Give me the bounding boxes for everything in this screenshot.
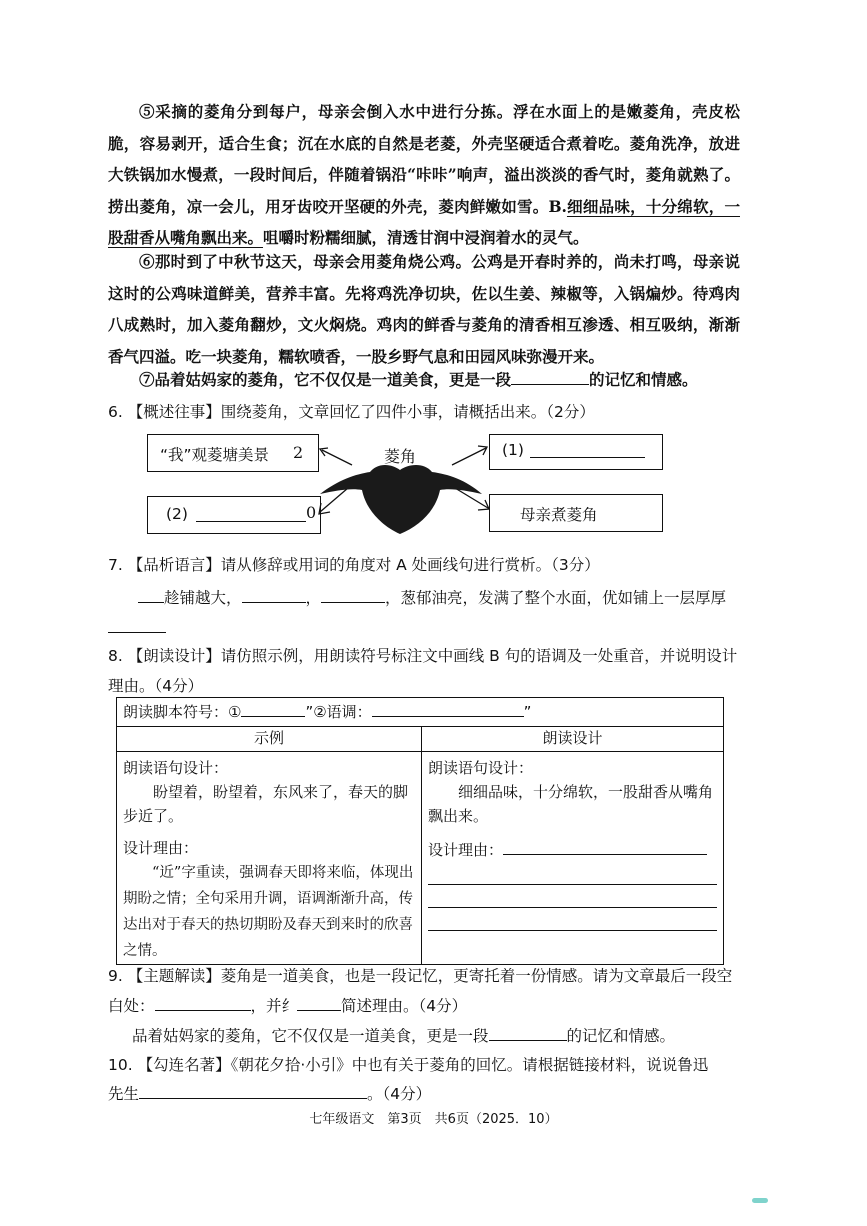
q7-text-1: 趁铺越大， bbox=[164, 589, 242, 607]
q7-blank-1[interactable] bbox=[138, 586, 164, 603]
q7-text-3: ，葱郁油亮，发满了整个水面，优如铺上一层厚厚 bbox=[385, 589, 727, 607]
script-blank-2[interactable] bbox=[372, 700, 524, 717]
q9-text-b: ，并纟 bbox=[250, 997, 298, 1015]
design-label: 朗读语句设计： bbox=[428, 759, 534, 777]
q9-quote-blank[interactable] bbox=[489, 1024, 567, 1041]
event-box-3-blank[interactable] bbox=[196, 505, 306, 522]
example-reason: “近”字重读，强调春天即将来临，体现出期盼之情；全句采用升调，语调渐渐升高，传达出对于春天的热切期盼及春天到来时的欣喜之情。 bbox=[123, 865, 414, 959]
table-row-script bbox=[117, 698, 724, 727]
event-box-2 bbox=[489, 434, 663, 470]
design-reason-blank-3[interactable] bbox=[428, 885, 717, 908]
paragraph-7-text-b: 的记忆和情感。 bbox=[589, 370, 698, 389]
corner-mark bbox=[752, 1198, 768, 1203]
page-footer: 七年级语文 第3页 共6页（2025．10） bbox=[309, 1112, 558, 1127]
q7-blank-4[interactable] bbox=[108, 616, 166, 633]
table-row-body bbox=[117, 752, 724, 965]
caltrop-icon bbox=[320, 465, 482, 534]
script-label: 朗读脚本符号：① bbox=[123, 703, 242, 721]
paragraph-7-text-a: ⑦品着姑妈家的菱角，它不仅仅是一道美食，更是一段 bbox=[139, 370, 512, 389]
question-7-title: 7. 【品析语言】请从修辞或用词的角度对 A 处画线句进行赏析。（3分） bbox=[108, 556, 600, 574]
question-7-answer bbox=[138, 584, 742, 612]
q10-text-b: 。（4分） bbox=[367, 1085, 432, 1103]
col-example-header: 示例 bbox=[117, 727, 422, 752]
underlined-sentence-b: 细细品味，十分绵软，一股甜香从嘴角飘出来。 bbox=[108, 196, 740, 247]
q7-text-2: ， bbox=[305, 589, 322, 607]
design-reason-blank-2[interactable] bbox=[428, 862, 717, 885]
paragraph-5-tail: 咀嚼时粉糯细腻，清透甘润中浸润着水的灵气。 bbox=[263, 228, 589, 247]
paragraph-6 bbox=[108, 246, 740, 372]
arrow-to-box-2 bbox=[452, 446, 487, 465]
event-box-3-label: (2) bbox=[166, 505, 188, 523]
question-8-title: 8. 【朗读设计】请仿照示例，用朗读符号标注文中画线 B 句的语调及一处重音，并说明设计理由。（4分） bbox=[108, 647, 738, 695]
script-end: ” bbox=[523, 703, 532, 721]
q9-quote-a: 品着姑妈家的菱角，它不仅仅是一道美食，更是一段 bbox=[132, 1027, 489, 1045]
q10-blank[interactable] bbox=[139, 1082, 367, 1099]
event-box-3 bbox=[147, 496, 321, 534]
q9-blank-1[interactable] bbox=[155, 994, 251, 1011]
question-9-title: 9. 【主题解读】菱角是一道美食，也是一段记忆，更寄托着一份情感。请为文章最后一段空 bbox=[108, 967, 733, 985]
question-9-quote bbox=[132, 1022, 772, 1050]
caltrop-label: 菱角 bbox=[384, 447, 417, 466]
question-9-line-2 bbox=[108, 992, 748, 1020]
design-text: 细细品味，十分绵软，一股甜香从嘴角飘出来。 bbox=[428, 783, 714, 825]
example-reason-label: 设计理由： bbox=[123, 839, 199, 857]
question-10-title: 10. 【勾连名著】《朝花夕拾·小引》中也有关于菱角的回忆。请根据链接材料，说说鲁迅 bbox=[108, 1056, 709, 1074]
q7-blank-2[interactable] bbox=[242, 586, 306, 603]
paragraph-6-text: ⑥那时到了中秋节这天，母亲会用菱角烧公鸡。公鸡是开春时养的，尚未打鸣，母亲说这时的公鸡味道鲜美，营养丰富。先将鸡洗净切块，佐以生姜、辣椒等，入锅煸炒。待鸡肉八成熟时，加入菱角翻炒，文火焖烧。鸡肉的鲜香与菱角的清香相互渗透、相互吸纳，渐渐香气四溢。吃一块菱角，糯软喷香，一股乡野气息和田园风味弥漫开来。 bbox=[108, 252, 740, 366]
q9-quote-b: 的记忆和情感。 bbox=[566, 1027, 676, 1045]
example-text: 盼望着，盼望着，东风来了，春天的脚步近了。 bbox=[123, 783, 409, 825]
paragraph-7 bbox=[108, 364, 740, 396]
table-row-header bbox=[117, 727, 724, 752]
paragraph-5-text: ⑤采摘的菱角分到每户，母亲会倒入水中进行分拣。浮在水面上的是嫩菱角，壳皮松脆，容易剥开，适合生食；沉在水底的自然是老菱，外壳坚硬适合煮着吃。菱角洗净，放进大铁锅加水慢煮，一段时间后，伴随着锅沿“咔咔”响声，溢出淡淡的香气时，菱角就熟了。捞出菱角，凉一会儿，用牙齿咬开坚硬的外壳，菱肉鲜嫩如雪。B. bbox=[108, 102, 740, 216]
script-mid: ”②语调： bbox=[305, 703, 372, 721]
q9-blank-2[interactable] bbox=[297, 994, 341, 1011]
arrow-to-box-1 bbox=[320, 448, 352, 465]
q9-text-c: 简述理由。（4分） bbox=[341, 997, 468, 1015]
design-reason-blank-4[interactable] bbox=[428, 908, 717, 931]
q10-text-a: 先生 bbox=[108, 1085, 140, 1103]
event-box-4 bbox=[489, 494, 663, 532]
event-box-4-text: 母亲煮菱角 bbox=[520, 506, 598, 524]
event-box-2-label: (1) bbox=[502, 441, 524, 459]
q9-text-a: 白处： bbox=[108, 997, 155, 1015]
event-box-2-blank[interactable] bbox=[530, 441, 645, 458]
col-design-header: 朗读设计 bbox=[422, 727, 724, 752]
design-reason-blank-1[interactable] bbox=[503, 838, 707, 855]
event-box-1-mark: 2 bbox=[293, 443, 304, 462]
design-reason-row bbox=[428, 838, 717, 862]
event-box-1-text: “我”观菱塘美景 bbox=[160, 446, 270, 464]
script-blank-1[interactable] bbox=[241, 700, 305, 717]
paragraph-5 bbox=[108, 96, 740, 254]
paragraph-7-blank[interactable] bbox=[511, 368, 589, 385]
event-box-3-mark: 0 bbox=[306, 503, 317, 522]
example-label: 朗读语句设计： bbox=[123, 759, 229, 777]
question-10-line-2 bbox=[108, 1080, 748, 1108]
event-box-1 bbox=[147, 434, 319, 472]
design-reason-label: 设计理由： bbox=[428, 841, 504, 859]
reading-design-table bbox=[116, 697, 724, 965]
question-6-title: 6. 【概述往事】围绕菱角，文章回忆了四件小事，请概括出来。（2分） bbox=[108, 403, 595, 421]
q7-blank-3[interactable] bbox=[321, 586, 385, 603]
